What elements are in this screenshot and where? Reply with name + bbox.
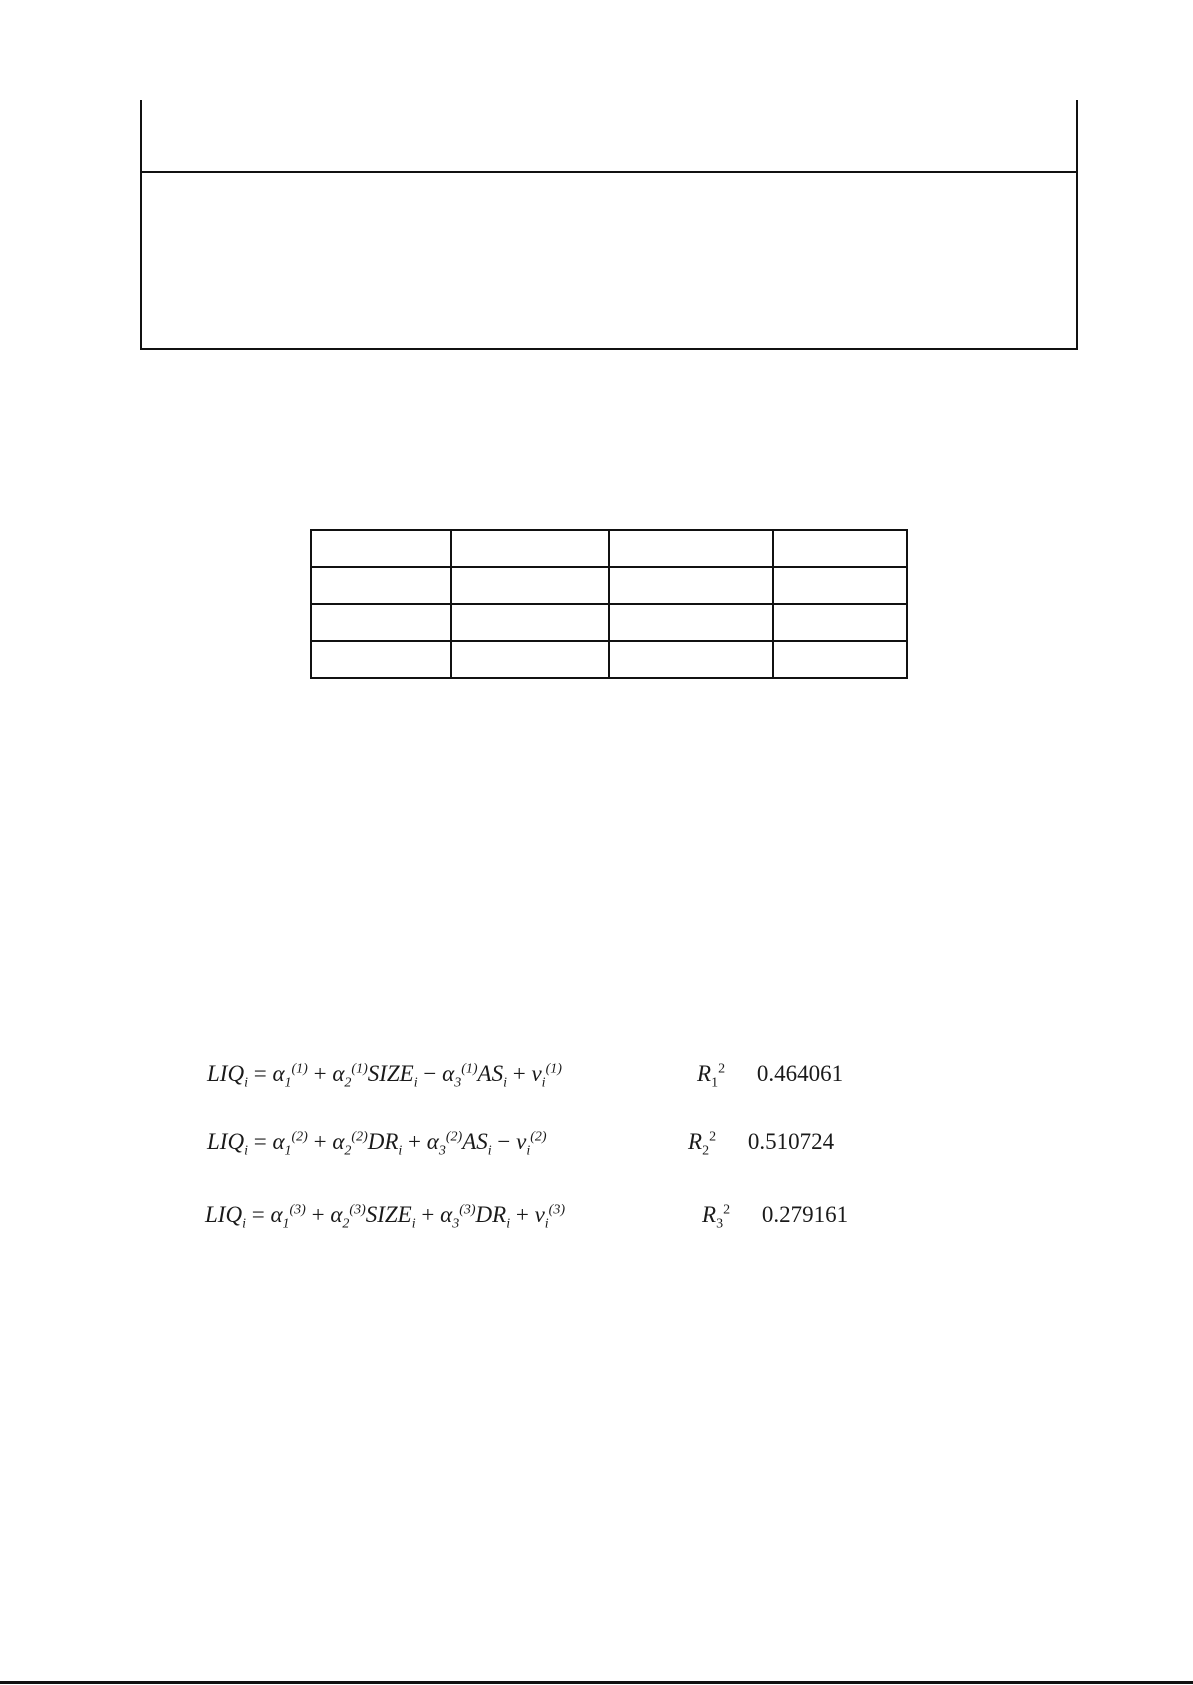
r-squared-3: $R_3^2$ 0.279161 [702, 1202, 849, 1232]
table-cell [609, 530, 773, 567]
table-row [311, 530, 907, 567]
table-cell [773, 530, 907, 567]
r-squared-1: $R_1^2$ 0.464061 [697, 1061, 844, 1091]
regression-equation-3: $LIQ_i = \alpha_1^{(3)}$ + $\alpha_2^{(3)}SIZE_i + \alpha_3^{(3)}DR_i + v_i^{(3)}$ [205, 1202, 565, 1232]
regression-equation-2: $LIQ_i = \alpha_1^{(2)} + \alpha_2^{(2)}DR_i + \alpha_3^{(2)}AS_i - v_i^{(2)}$ [207, 1129, 547, 1159]
table-cell [609, 567, 773, 604]
table-cell [311, 530, 451, 567]
table-row [311, 604, 907, 641]
table-cell [311, 641, 451, 678]
r-squared-2: $R_2^2$ 0.510724 [688, 1129, 835, 1159]
table-cell [451, 641, 609, 678]
page-bottom-rule [0, 1681, 1193, 1684]
table-cell [311, 604, 451, 641]
table-cell [311, 567, 451, 604]
regression-equation-1: $LIQ_i = \alpha_1^{(1)}$ + $\alpha_2^{(1)}SIZE_i - \alpha_3^{(1)}AS_i + v_i^{(1)}$ [207, 1061, 562, 1091]
table-row [311, 567, 907, 604]
table-cell [773, 604, 907, 641]
table-row [311, 641, 907, 678]
box-divider [142, 171, 1076, 173]
table-cell [609, 641, 773, 678]
table-cell [773, 641, 907, 678]
data-table [310, 529, 908, 679]
table-cell [451, 530, 609, 567]
table-cell [451, 567, 609, 604]
bordered-text-box [140, 100, 1078, 350]
table-cell [773, 567, 907, 604]
table-cell [609, 604, 773, 641]
table-cell [451, 604, 609, 641]
